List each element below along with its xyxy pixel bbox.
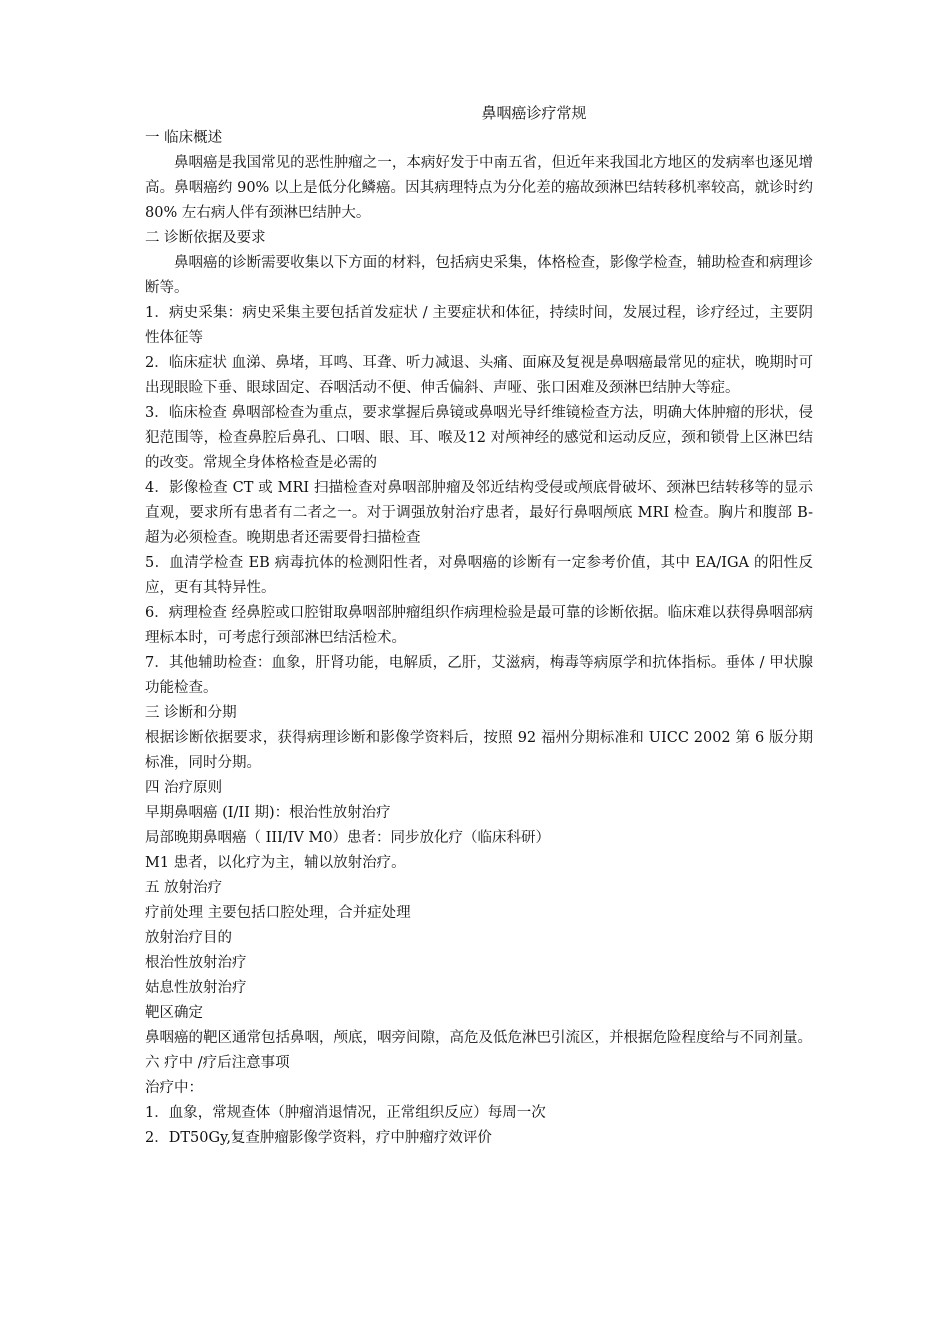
- paragraph: 3．临床检查 鼻咽部检查为重点，要求掌握后鼻镜或鼻咽光导纤维镜检查方法，明确大体肿瘤的形状，侵犯范围等，检查鼻腔后鼻孔、口咽、眼、耳、喉及12 对颅神经的感觉和运动反应，颈和锁骨上区淋巴结的改变。常规全身体格检查是必需的: [145, 405, 813, 471]
- text-line: 2．DT50Gy,复查肿瘤影像学资料，疗中肿瘤疗效评价: [145, 1130, 492, 1146]
- text-line: 放射治疗目的: [145, 930, 232, 946]
- text-line: 1．血象，常规查体（肿瘤消退情况，正常组织反应）每周一次: [145, 1105, 546, 1121]
- paragraph: 1．病史采集：病史采集主要包括首发症状 / 主要症状和体征，持续时间，发展过程，诊疗经过，主要阴性体征等: [145, 305, 813, 346]
- text-line: 五 放射治疗: [145, 880, 223, 896]
- paragraph: 鼻咽癌的靶区通常包括鼻咽，颅底，咽旁间隙，高危及低危淋巴引流区，并根据危险程度给与不同剂量。: [145, 1030, 812, 1046]
- paragraph: 2．临床症状 血涕、鼻堵，耳鸣、耳聋、听力减退、头痛、面麻及复视是鼻咽癌最常见的症状，晚期时可出现眼睑下垂、眼球固定、吞咽活动不便、伸舌偏斜、声哑、张口困难及颈淋巴结肿大等症。: [145, 355, 813, 396]
- paragraph: 鼻咽癌的诊断需要收集以下方面的材料，包括病史采集，体格检查，影像学检查，辅助检查和病理诊断等。: [145, 255, 813, 296]
- text-line: 疗前处理 主要包括口腔处理，合并症处理: [145, 905, 411, 921]
- text-line: 局部晚期鼻咽癌（ III/IV M0）患者：同步放化疗（临床科研）: [145, 830, 551, 846]
- text-line: 六 疗中 /疗后注意事项: [145, 1055, 290, 1071]
- text-line: 二 诊断依据及要求: [145, 230, 266, 246]
- text-line: 早期鼻咽癌 (I/II 期)：根治性放射治疗: [145, 805, 391, 821]
- text-line: 根治性放射治疗: [145, 955, 247, 971]
- text-line: 四 治疗原则: [145, 780, 223, 796]
- text-line: 靶区确定: [145, 1005, 203, 1021]
- paragraph: 鼻咽癌是我国常见的恶性肿瘤之一，本病好发于中南五省，但近年来我国北方地区的发病率也逐见增高。鼻咽癌约 90% 以上是低分化鳞癌。因其病理特点为分化差的癌故颈淋巴结转移机率较高，就诊时约 80% 左右病人伴有颈淋巴结肿大。: [145, 155, 813, 221]
- document-page: [145, 100, 813, 1151]
- document-body: [145, 126, 813, 1151]
- paragraph: 根据诊断依据要求，获得病理诊断和影像学资料后，按照 92 福州分期标准和 UICC 2002 第 6 版分期标准，同时分期。: [145, 730, 813, 771]
- paragraph: 6．病理检查 经鼻腔或口腔钳取鼻咽部肿瘤组织作病理检验是最可靠的诊断依据。临床难以获得鼻咽部病理标本时，可考虑行颈部淋巴结活检术。: [145, 605, 813, 646]
- text-line: 治疗中：: [145, 1080, 203, 1096]
- text-line: 三 诊断和分期: [145, 705, 237, 721]
- document-title: 鼻咽癌诊疗常规: [481, 104, 587, 122]
- text-line: 姑息性放射治疗: [145, 980, 247, 996]
- text-line: 一 临床概述: [145, 130, 223, 146]
- paragraph: 7．其他辅助检查：血象，肝肾功能，电解质，乙肝，艾滋病，梅毒等病原学和抗体指标。垂体 / 甲状腺功能检查。: [145, 655, 813, 696]
- text-line: M1 患者，以化疗为主，辅以放射治疗。: [145, 855, 406, 871]
- paragraph: 4．影像检查 CT 或 MRI 扫描检查对鼻咽部肿瘤及邻近结构受侵或颅底骨破坏、颈淋巴结转移等的显示直观，要求所有患者有二者之一。对于调强放射治疗患者，最好行鼻咽颅底 MRI 检查。胸片和腹部 B- 超为必须检查。晚期患者还需要骨扫描检查: [145, 480, 813, 546]
- paragraph: 5．血清学检查 EB 病毒抗体的检测阳性者，对鼻咽癌的诊断有一定参考价值，其中 EA/IGA 的阳性反应，更有其特异性。: [145, 555, 813, 596]
